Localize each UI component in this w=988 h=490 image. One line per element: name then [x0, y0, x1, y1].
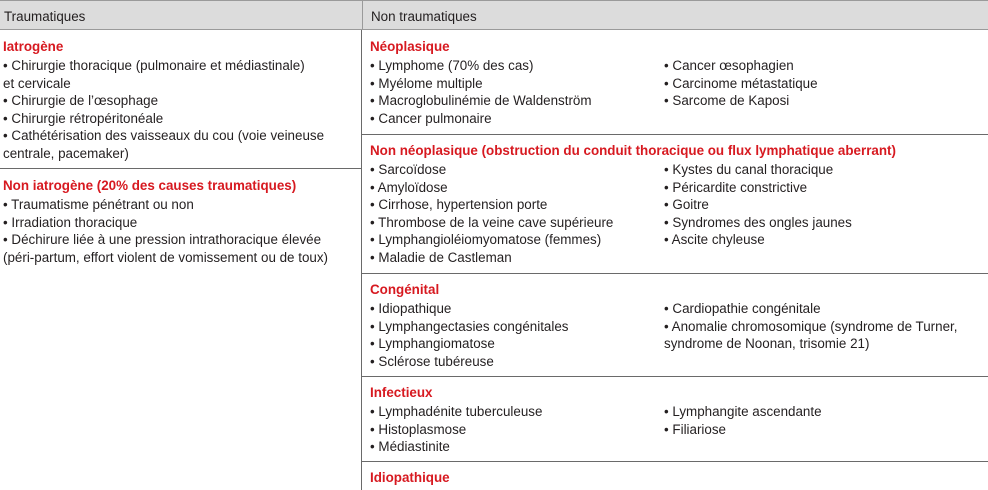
column-divider [361, 30, 362, 490]
list-item: • Chirurgie rétropéritonéale [3, 110, 164, 126]
section-title-infectieux: Infectieux [370, 385, 433, 400]
list-infectieux-col2 [664, 403, 822, 438]
list-item: • Lymphangiomatose [370, 336, 495, 352]
header-traumatic-label: Traumatiques [4, 9, 86, 24]
list-infectieux-col1 [370, 403, 542, 456]
list-item: • Sclérose tubéreuse [370, 353, 494, 369]
section-title-iatrogene: Iatrogène [3, 39, 64, 54]
list-item: • Thrombose de la veine cave supérieure [370, 214, 614, 230]
row-divider [362, 134, 988, 135]
list-item: • Ascite chyleuse [664, 232, 765, 248]
list-item: • Goitre [664, 197, 709, 213]
section-title-non-neoplasique: Non néoplasique (obstruction du conduit thoracique ou flux lymphatique aberrant) [370, 143, 896, 158]
list-non-iatrogene [3, 196, 328, 266]
list-item: centrale, pacemaker) [3, 145, 129, 161]
list-item: (péri-partum, effort violent de vomissement ou de toux) [3, 249, 328, 265]
list-item: • Lymphangioléiomyomatose (femmes) [370, 232, 602, 248]
list-item: • Idiopathique [370, 301, 452, 316]
list-item: • Sarcome de Kaposi [664, 93, 790, 109]
section-title-non-iatrogene: Non iatrogène (20% des causes traumatiques) [3, 178, 297, 193]
list-item: • Cathétérisation des vaisseaux du cou (voie veineuse [3, 128, 325, 144]
list-item: • Kystes du canal thoracique [664, 162, 834, 177]
list-item: • Cancer pulmonaire [370, 110, 492, 126]
header-non-traumatic-label: Non traumatiques [371, 9, 477, 24]
header-non-traumatic [362, 0, 988, 30]
list-item: • Lymphadénite tuberculeuse [370, 404, 543, 419]
list-item: • Lymphangectasies congénitales [370, 318, 569, 334]
list-item: • Filiariose [664, 421, 726, 437]
list-item: • Cirrhose, hypertension porte [370, 197, 548, 213]
list-neoplasique-col1 [370, 57, 592, 127]
list-item: • Chirurgie thoracique (pulmonaire et médiastinale) [3, 58, 305, 73]
list-item: • Lymphome (70% des cas) [370, 58, 534, 73]
list-item: • Histoplasmose [370, 421, 467, 437]
list-item: et cervicale [3, 75, 71, 91]
list-item: • Irradiation thoracique [3, 214, 138, 230]
list-item: • Maladie de Castleman [370, 249, 512, 265]
section-title-idiopathique: Idiopathique [370, 470, 450, 485]
list-iatrogene [3, 57, 324, 163]
section-title-congenital: Congénital [370, 282, 440, 297]
section-title-neoplasique: Néoplasique [370, 39, 450, 54]
list-item: • Médiastinite [370, 439, 450, 455]
list-item: • Chirurgie de l’œsophage [3, 93, 159, 109]
list-item: • Carcinome métastatique [664, 75, 818, 91]
list-non-neoplasique-col1 [370, 161, 613, 267]
list-item: • Syndromes des ongles jaunes [664, 214, 852, 230]
list-congenital-col1 [370, 300, 568, 370]
list-item: • Lymphangite ascendante [664, 404, 822, 419]
list-item: • Cancer œsophagien [664, 58, 794, 73]
list-item: • Péricardite constrictive [664, 179, 808, 195]
list-non-neoplasique-col2 [664, 161, 852, 249]
row-divider [362, 273, 988, 274]
list-item: • Myélome multiple [370, 75, 483, 91]
row-divider [362, 376, 988, 377]
list-item: • Macroglobulinémie de Waldenström [370, 93, 592, 109]
header-traumatic [0, 0, 362, 30]
list-item: • Amyloïdose [370, 179, 448, 195]
list-congenital-col2 [664, 300, 957, 353]
list-item: • Anomalie chromosomique (syndrome de Turner, [664, 318, 958, 334]
list-item: • Cardiopathie congénitale [664, 301, 821, 316]
row-divider [0, 168, 362, 169]
list-neoplasique-col2 [664, 57, 818, 110]
row-divider [362, 461, 988, 462]
list-item: • Sarcoïdose [370, 162, 447, 177]
list-item: • Déchirure liée à une pression intrathoracique élevée [3, 232, 322, 248]
list-item: syndrome de Noonan, trisomie 21) [664, 336, 870, 352]
list-item: • Traumatisme pénétrant ou non [3, 197, 194, 212]
